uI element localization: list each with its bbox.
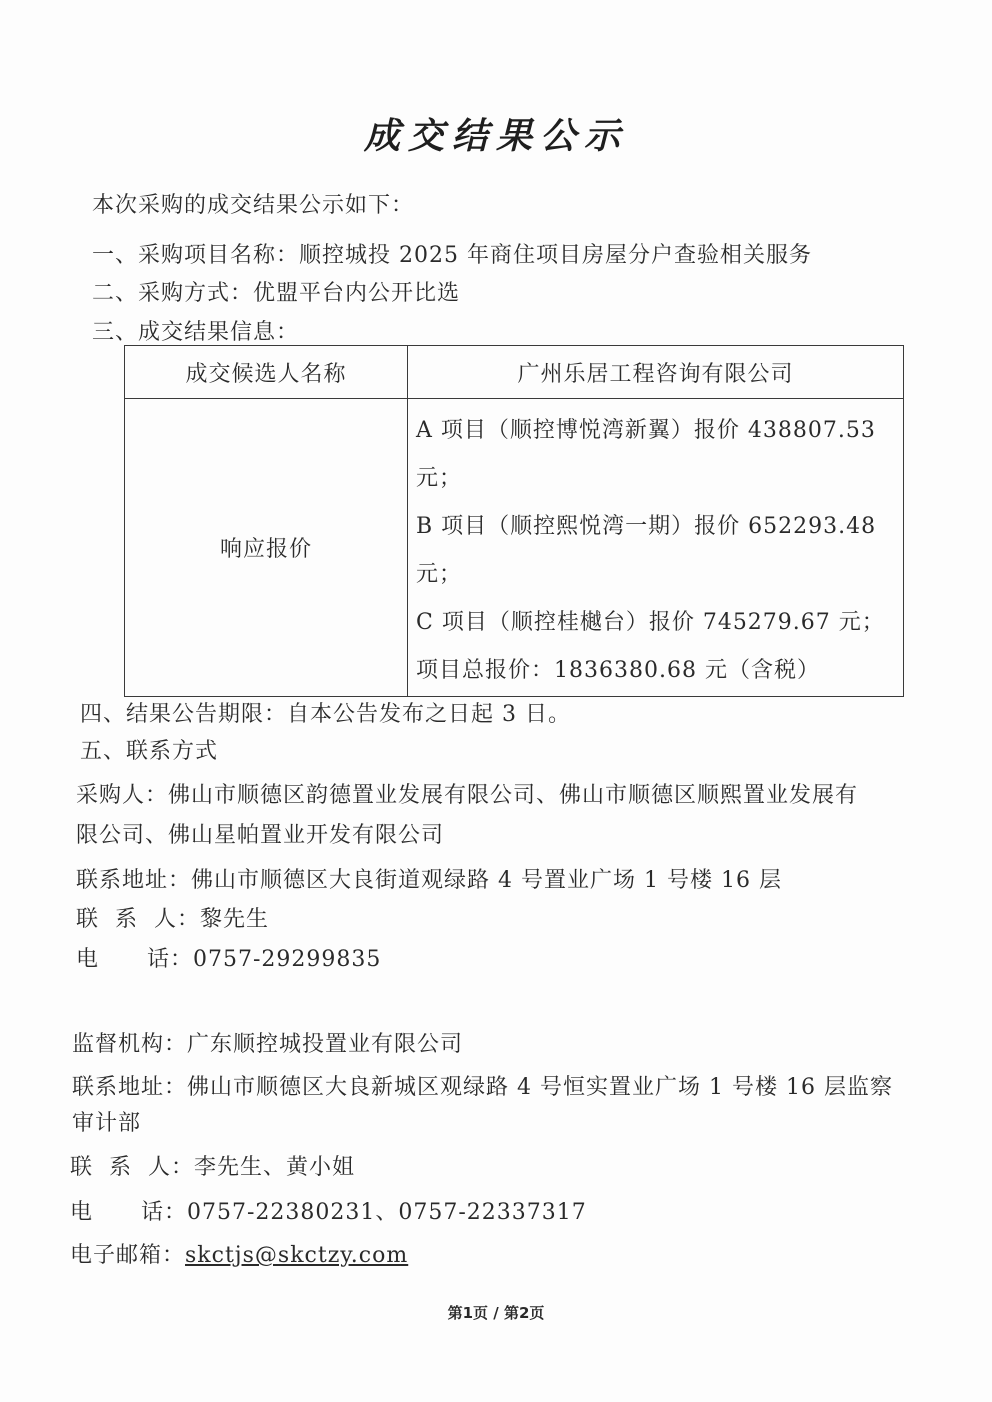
email-label: 电子邮箱： <box>70 1243 186 1268</box>
purchaser-line: 限公司、佛山星帕置业开发有限公司 <box>76 823 445 848</box>
supervisor-contact-person: 联 系 人：李先生、黄小姐 <box>70 1155 355 1180</box>
intro-text: 本次采购的成交结果公示如下： <box>92 193 415 218</box>
supervisor-phone: 电 话：0757-22380231、0757-22337317 <box>70 1200 587 1225</box>
project-name: 一、采购项目名称：顺控城投 2025 年商住项目房屋分户查验相关服务 <box>92 243 812 268</box>
price-line: 元； <box>416 465 463 491</box>
contact-heading: 五、联系方式 <box>80 739 219 764</box>
header-label-cell: 成交候选人名称 <box>125 346 408 399</box>
price-line: 元； <box>416 561 463 587</box>
purchaser-line: 采购人：佛山市顺德区韵德置业发展有限公司、佛山市顺德区顺熙置业发展有 <box>76 783 859 808</box>
page-title: 成交结果公示 <box>363 116 628 157</box>
header-value-cell: 广州乐居工程咨询有限公司 <box>408 346 904 399</box>
table-price-row <box>125 399 904 697</box>
price-value-cell <box>408 399 904 697</box>
supervisor-address: 审计部 <box>72 1111 142 1136</box>
table-header-row <box>125 346 904 399</box>
result-heading: 三、成交结果信息： <box>92 320 300 345</box>
procurement-method: 二、采购方式：优盟平台内公开比选 <box>92 281 461 306</box>
result-table <box>124 345 904 697</box>
page-footer: 第1页 / 第2页 <box>447 1304 545 1322</box>
purchaser-phone: 电 话：0757-29299835 <box>76 947 382 972</box>
price-line: 项目总报价：1836380.68 元（含税） <box>416 657 820 683</box>
price-label-cell: 响应报价 <box>125 399 408 697</box>
purchaser-contact-person: 联 系 人：黎先生 <box>76 907 269 932</box>
price-line: A 项目（顺控博悦湾新翼）报价 438807.53 <box>416 417 876 443</box>
announcement-period: 四、结果公告期限：自本公告发布之日起 3 日。 <box>80 702 571 727</box>
purchaser-address: 联系地址：佛山市顺德区大良街道观绿路 4 号置业广场 1 号楼 16 层 <box>76 868 782 893</box>
email-row <box>70 1238 408 1269</box>
price-line: C 项目（顺控桂樾台）报价 745279.67 元； <box>416 609 885 635</box>
supervisor-address: 联系地址：佛山市顺德区大良新城区观绿路 4 号恒实置业广场 1 号楼 16 层监察 <box>72 1075 893 1100</box>
supervisor-org: 监督机构：广东顺控城投置业有限公司 <box>72 1032 464 1057</box>
price-line: B 项目（顺控熙悦湾一期）报价 652293.48 <box>416 513 877 539</box>
email-link[interactable]: skctjs@skctzy.com <box>185 1243 409 1268</box>
